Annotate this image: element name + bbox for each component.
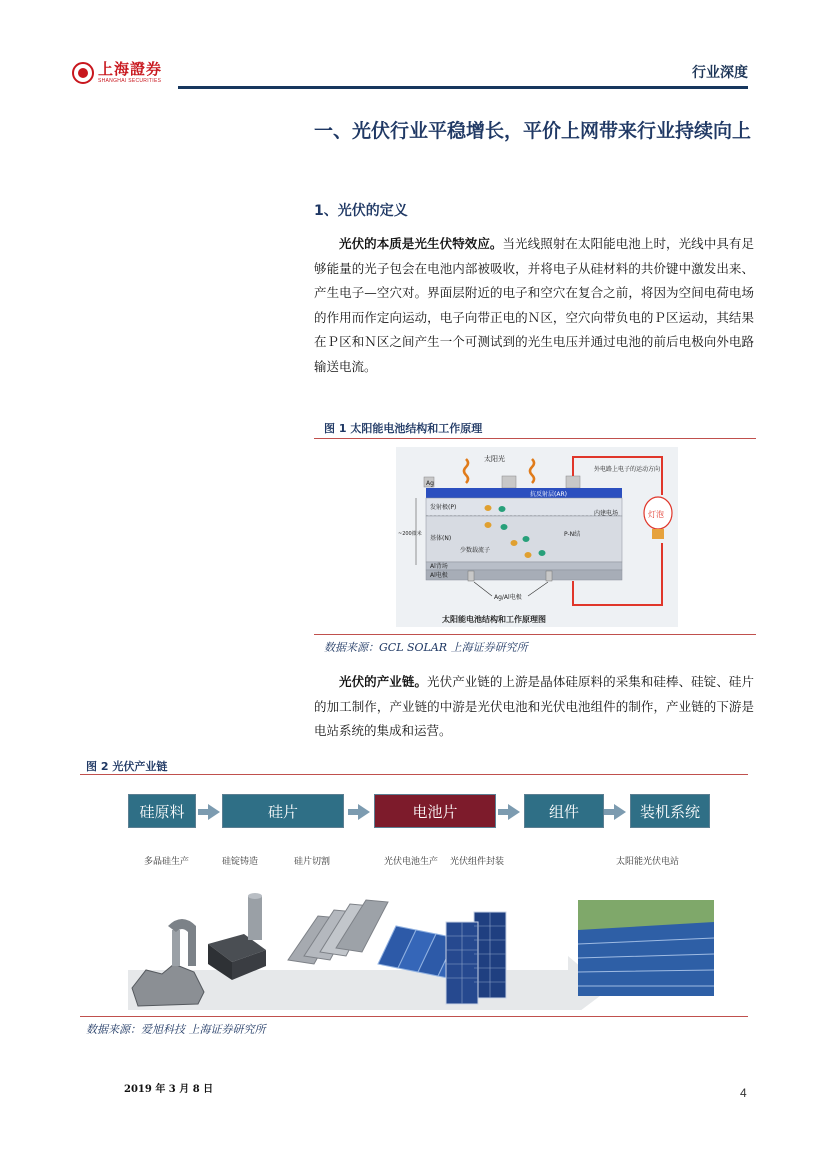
paragraph-lead: 光伏的产业链。 <box>339 674 428 689</box>
silicon-wafers-icon <box>288 900 388 964</box>
chain-arrow-icon <box>614 804 626 820</box>
solar-modules-icon <box>446 912 506 1004</box>
chain-step-installation: 装机系统 <box>630 794 710 828</box>
chain-step-module: 组件 <box>524 794 604 828</box>
solar-cell-diagram <box>396 447 678 627</box>
chain-step-cell: 电池片 <box>374 794 496 828</box>
al-electrode-label: Al电极 <box>430 572 448 579</box>
chain-step-wafer: 硅片 <box>222 794 344 828</box>
chain-arrow-icon <box>508 804 520 820</box>
header-divider <box>178 86 748 89</box>
bulb-label: 灯泡 <box>648 510 664 519</box>
section-subtitle: 1、光伏的定义 <box>314 203 408 219</box>
chain-step-raw-silicon: 硅原料 <box>128 794 196 828</box>
figure2-source: 数据来源：爱旭科技 上海证券研究所 <box>86 1023 266 1036</box>
figure2-caption: 图 2 光伏产业链 <box>86 760 168 773</box>
ag-label: Ag <box>426 480 434 487</box>
industry-chain-flow <box>128 794 710 830</box>
section-title: 一、光伏行业平稳增长，平价上网带来行业持续向上 <box>314 120 752 142</box>
step-label-polysilicon: 多晶硅生产 <box>144 857 190 867</box>
silicon-ingot-icon <box>208 893 266 980</box>
emitter-label: 发射极(P) <box>430 504 457 511</box>
chain-arrow-icon <box>208 804 220 820</box>
paragraph-body: 当光线照射在太阳能电池上时，光线中具有足够能量的光子包会在电池内部被吸收，并将电子从硅材料的共价键中激发出来、产生电子—空穴对。界面层附近的电子和空穴在复合之前，将因为空间电荷电场的作用而作定向运动，电子向带正电的Ｎ区，空穴向带负电的Ｐ区运动，其结果在Ｐ区和Ｎ区之间产生一个可测试到的光生电压并通过电池的前后电极向外电路输送电流。 <box>314 236 754 374</box>
paragraph-pv-definition <box>314 232 754 379</box>
pn-junction-label: P-N结 <box>564 531 581 538</box>
paragraph-body: 光伏产业链的上游是晶体硅原料的采集和硅棒、硅锭、硅片的加工制作，产业链的中游是光伏电池和光伏电池组件的制作，产业链的下游是电站系统的集成和运营。 <box>314 674 754 738</box>
figure1-top-rule <box>314 438 756 439</box>
sun-label: 太阳光 <box>484 455 505 463</box>
step-label-module-packaging: 光伏组件封装 <box>450 857 505 867</box>
logo-text-en: SHANGHAI SECURITIES <box>98 78 162 84</box>
figure1-bottom-rule <box>314 634 756 635</box>
page-number: 4 <box>740 1086 747 1100</box>
figure2-bottom-rule <box>80 1016 748 1017</box>
built-in-field-text: 内建电场 <box>594 510 619 517</box>
thickness-label: ~200微米 <box>398 531 422 537</box>
ag-al-electrode-label: Ag/Al电极 <box>494 594 522 601</box>
paragraph-pv-chain <box>314 670 754 744</box>
diagram-title: 太阳能电池结构和工作原理图 <box>442 615 546 624</box>
figure1-caption: 图 1 太阳能电池结构和工作原理 <box>324 422 483 435</box>
step-label-power-station: 太阳能光伏电站 <box>616 857 680 867</box>
al-bsf-label: Al背场 <box>430 563 448 570</box>
ar-layer-label: 抗反射层(AR) <box>530 491 567 498</box>
logo-emblem-icon <box>72 62 94 84</box>
figure2-top-rule <box>80 774 748 775</box>
company-logo <box>72 62 162 84</box>
base-label: 基体(N) <box>430 535 452 542</box>
industry-chain-images <box>128 860 728 1010</box>
logo-text-cn: 上海證券 <box>98 60 163 78</box>
polysilicon-chunks-icon <box>132 919 204 1006</box>
chain-arrow-icon <box>358 804 370 820</box>
paragraph-lead: 光伏的本质是光生伏特效应。 <box>339 236 503 251</box>
external-circuit-label: 外电路上电子的运动方向 <box>594 466 661 473</box>
report-date: 2019 年 3 月 8 日 <box>124 1084 214 1095</box>
step-label-wafer-cutting: 硅片切割 <box>294 857 331 867</box>
figure1-source: 数据来源：GCL SOLAR 上海证券研究所 <box>324 641 528 654</box>
report-type-tag: 行业深度 <box>692 65 748 81</box>
industry-chain-illustration <box>128 850 728 1010</box>
built-in-field-label <box>594 509 618 517</box>
step-label-cell-production: 光伏电池生产 <box>384 857 439 867</box>
step-label-ingot: 硅锭铸造 <box>222 857 259 867</box>
minority-carrier-label: 少数载流子 <box>460 547 491 554</box>
power-station-icon <box>578 900 714 996</box>
